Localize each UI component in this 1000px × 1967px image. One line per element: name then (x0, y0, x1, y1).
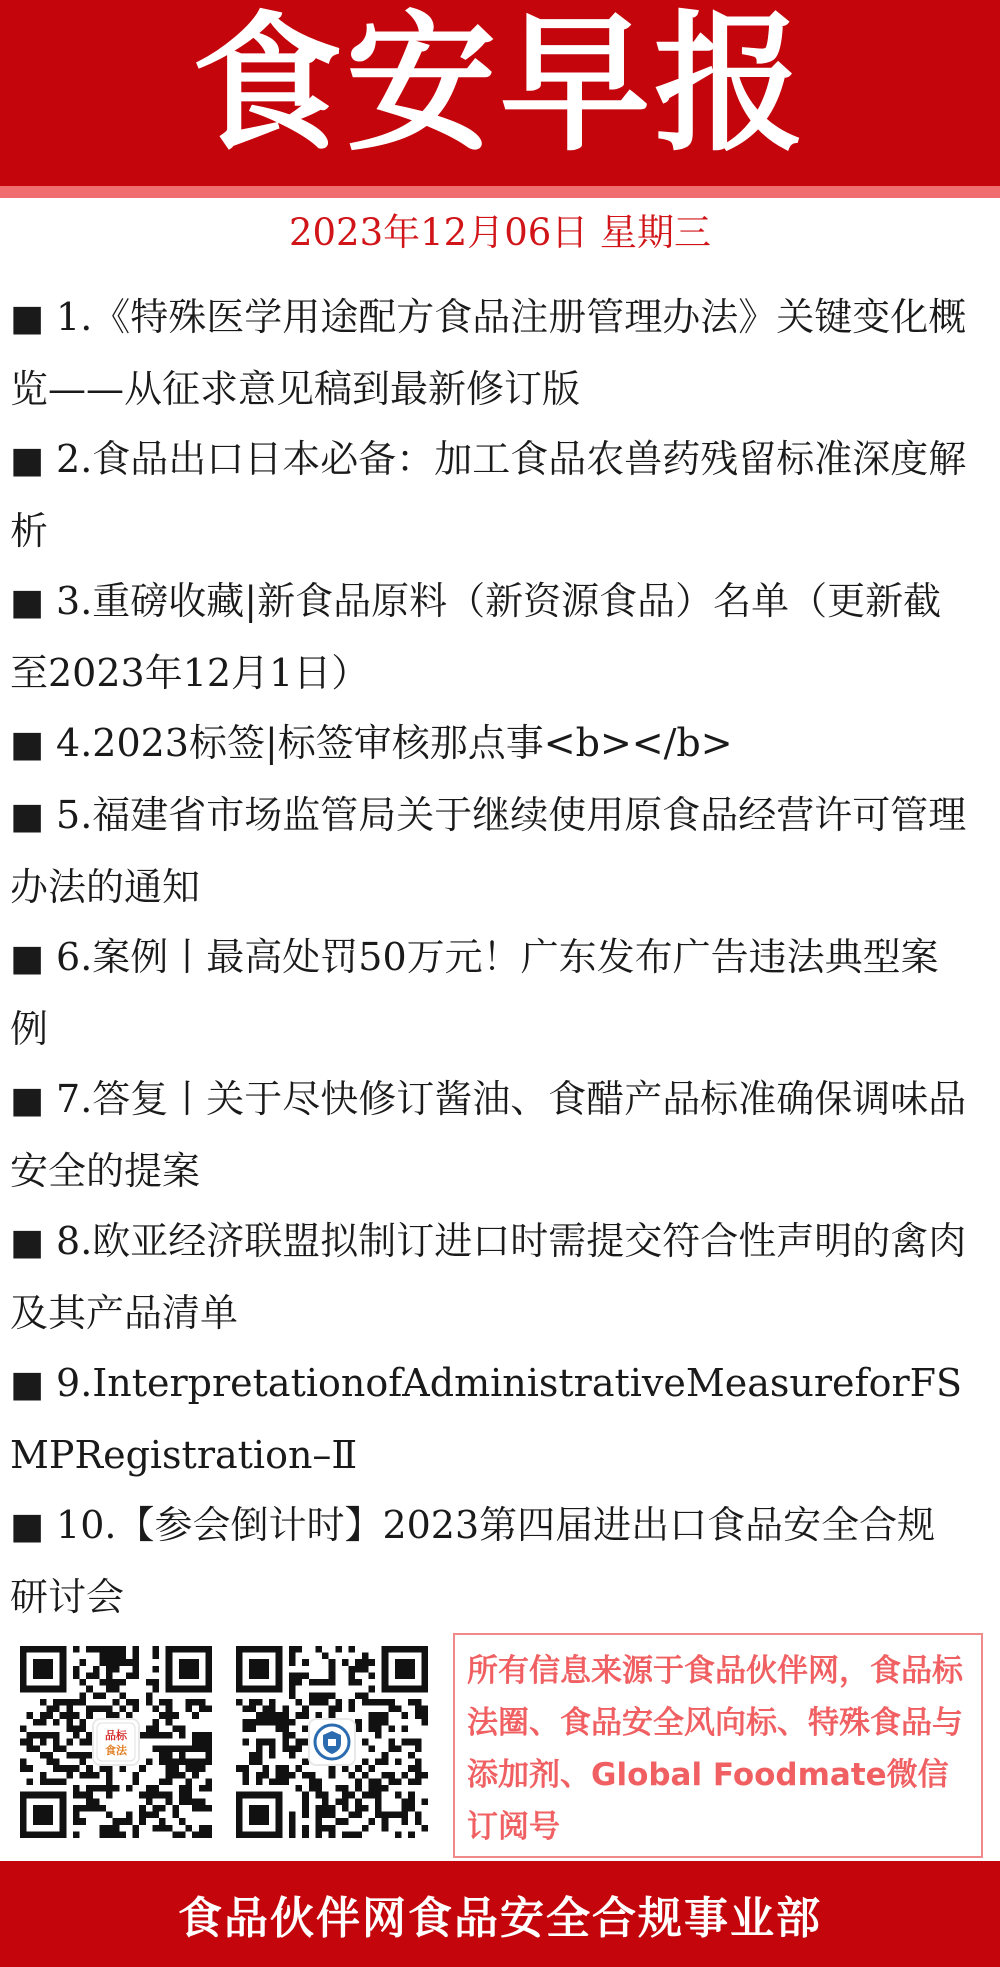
page-title: 食安早报 (191, 0, 808, 172)
square-bullet-icon: ■ (10, 1364, 45, 1405)
qr-logo-line-2: 食法 (105, 1744, 127, 1757)
header-divider (0, 186, 1000, 198)
news-item[interactable] (10, 1348, 970, 1490)
footer-banner: 食品伙伴网食品安全合规事业部 (0, 1861, 1000, 1967)
square-bullet-icon: ■ (10, 440, 45, 481)
news-item[interactable] (10, 780, 970, 922)
square-bullet-icon: ■ (10, 298, 45, 339)
shield-badge-graphic-icon (312, 1722, 352, 1762)
news-title: 7.答复丨关于尽快修订酱油、食醋产品标准确保调味品安全的提案 (10, 1077, 967, 1193)
news-item[interactable] (10, 708, 970, 780)
source-notice: 所有信息来源于食品伙伴网，食品标法圈、食品安全风向标、特殊食品与添加剂、Global Foodmate微信订阅号 (453, 1633, 983, 1858)
news-item[interactable] (10, 1064, 970, 1206)
square-bullet-icon: ■ (10, 938, 45, 979)
news-title: 6.案例丨最高处罚50万元！广东发布广告违法典型案例 (10, 935, 939, 1051)
news-item[interactable] (10, 566, 970, 708)
square-bullet-icon: ■ (10, 1506, 45, 1547)
news-title: 5.福建省市场监管局关于继续使用原食品经营许可管理办法的通知 (10, 793, 967, 909)
news-item[interactable] (10, 1490, 970, 1632)
pinbiao-shifa-logo-icon (92, 1718, 140, 1766)
news-title: 8.欧亚经济联盟拟制订进口时需提交符合性声明的禽肉及其产品清单 (10, 1219, 967, 1335)
news-title: 4.2023标签|标签审核那点事<b></b> (56, 721, 733, 765)
square-bullet-icon: ■ (10, 724, 45, 765)
news-title: 2.食品出口日本必备：加工食品农兽药残留标准深度解析 (10, 437, 967, 553)
square-bullet-icon: ■ (10, 1080, 45, 1121)
date-line: 2023年12月06日 星期三 (288, 211, 712, 254)
news-item[interactable] (10, 282, 970, 424)
news-title: 1.《特殊医学用途配方食品注册管理办法》关键变化概览——从征求意见稿到最新修订版 (10, 295, 967, 411)
pinbiao-shifa-logo-graphic-icon (96, 1722, 136, 1762)
qr-code-icon (20, 1646, 212, 1838)
news-title: 9.InterpretationofAdministrativeMeasureforFSMPRegistration–Ⅱ (10, 1361, 963, 1477)
shield-badge-logo-icon (308, 1718, 356, 1766)
qr-code-icon (236, 1646, 428, 1838)
square-bullet-icon: ■ (10, 796, 45, 837)
news-title: 10.【参会倒计时】2023第四届进出口食品安全合规研讨会 (10, 1503, 936, 1619)
news-list (10, 282, 970, 1632)
news-title: 3.重磅收藏|新食品原料（新资源食品）名单（更新截至2023年12月1日） (10, 579, 942, 695)
news-item[interactable] (10, 1206, 970, 1348)
qr-logo-line-1: 品标 (105, 1729, 127, 1742)
square-bullet-icon: ■ (10, 582, 45, 623)
square-bullet-icon: ■ (10, 1222, 45, 1263)
header-banner (0, 0, 1000, 186)
news-item[interactable] (10, 922, 970, 1064)
news-item[interactable] (10, 424, 970, 566)
